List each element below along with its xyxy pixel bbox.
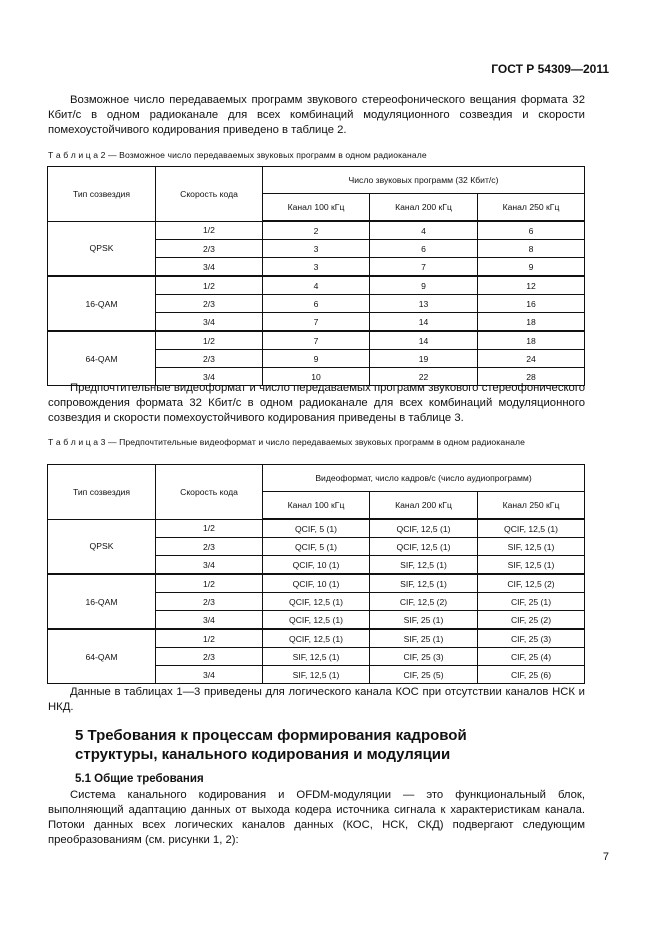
section-heading: 5 Требования к процессам формирования кадровой структуры, канального кодирования и модуляции (75, 727, 467, 763)
paragraph-text: Предпочтительные видеоформат и число передаваемых программ звукового стереофонического сопровождения формата 32 Кбит/с в одном радиоканале для всех комбинаций модуляционного созвездия и скорости помехоустойчивого кодирования приведены в таблице 3. (48, 382, 585, 424)
table-cell: 7 (370, 258, 478, 277)
table-cell: 6 (478, 221, 585, 240)
table-cell: SIF, 12,5 (1) (370, 556, 478, 575)
table-cell: 2/3 (156, 350, 263, 368)
header-group: Видеоформат, число кадров/с (число аудиопрограмм) (263, 465, 585, 492)
table-cell: 2/3 (156, 593, 263, 611)
table-cell: SIF, 12,5 (1) (370, 574, 478, 593)
table-cell: SIF, 25 (1) (370, 629, 478, 648)
table-cell: QCIF, 12,5 (1) (370, 519, 478, 538)
table-cell: QCIF, 12,5 (1) (263, 611, 370, 630)
header-channel: Канал 200 кГц (370, 492, 478, 520)
table-cell: CIF, 25 (6) (478, 666, 585, 684)
table-cell: 3/4 (156, 556, 263, 575)
constellation-type: QPSK (48, 221, 156, 276)
table-cell: 3 (263, 258, 370, 277)
table-cell: 18 (478, 313, 585, 332)
paragraph (48, 381, 585, 426)
header-channel: Канал 200 кГц (370, 194, 478, 222)
table-cell: SIF, 12,5 (1) (263, 666, 370, 684)
table-cell: CIF, 25 (1) (478, 593, 585, 611)
table-cell: CIF, 12,5 (2) (370, 593, 478, 611)
table-3 (47, 464, 585, 684)
table-cell: 14 (370, 313, 478, 332)
header-channel: Канал 250 кГц (478, 194, 585, 222)
table-cell: CIF, 25 (5) (370, 666, 478, 684)
table-row (48, 331, 585, 350)
paragraph (48, 788, 585, 848)
table-cell: 1/2 (156, 629, 263, 648)
table-cell: 4 (370, 221, 478, 240)
table-row (48, 276, 585, 295)
paragraph-text: Данные в таблицах 1—3 приведены для логического канала КОС при отсутствии каналов НСК и НКД. (48, 686, 585, 713)
constellation-type: QPSK (48, 519, 156, 574)
table-cell: CIF, 25 (4) (478, 648, 585, 666)
table-cell: 1/2 (156, 221, 263, 240)
table-cell: SIF, 25 (1) (370, 611, 478, 630)
table-cell: 8 (478, 240, 585, 258)
table-2-caption: Т а б л и ц а 2 — Возможное число передаваемых звуковых программ в одном радиоканале (48, 150, 427, 160)
table-row (48, 629, 585, 648)
header-channel: Канал 100 кГц (263, 194, 370, 222)
table-cell: 22 (370, 368, 478, 386)
table-2 (47, 166, 585, 386)
table-cell: SIF, 12,5 (1) (478, 538, 585, 556)
table-cell: 10 (263, 368, 370, 386)
table-cell: 3/4 (156, 313, 263, 332)
table-row (48, 574, 585, 593)
header-channel: Канал 100 кГц (263, 492, 370, 520)
table-cell: 9 (370, 276, 478, 295)
header-channel: Канал 250 кГц (478, 492, 585, 520)
header-rate: Скорость кода (156, 167, 263, 222)
table-row (48, 519, 585, 538)
table-cell: 6 (263, 295, 370, 313)
table-cell: QCIF, 12,5 (1) (370, 538, 478, 556)
table-cell: CIF, 25 (2) (478, 611, 585, 630)
table-cell: QCIF, 10 (1) (263, 556, 370, 575)
constellation-type: 64-QAM (48, 629, 156, 684)
header-group: Число звуковых программ (32 Кбит/с) (263, 167, 585, 194)
table-row (48, 221, 585, 240)
table-cell: CIF, 25 (3) (478, 629, 585, 648)
table-cell: 3/4 (156, 666, 263, 684)
table-cell: SIF, 12,5 (1) (478, 556, 585, 575)
table-cell: SIF, 12,5 (1) (263, 648, 370, 666)
constellation-type: 16-QAM (48, 276, 156, 331)
table-cell: 2/3 (156, 538, 263, 556)
table-cell: 18 (478, 331, 585, 350)
table-cell: QCIF, 10 (1) (263, 574, 370, 593)
table-cell: QCIF, 12,5 (1) (478, 519, 585, 538)
table-3-caption: Т а б л и ц а 3 — Предпочтительные видеоформат и число передаваемых звуковых программ в одном радиоканале (48, 437, 525, 447)
table-cell: 9 (263, 350, 370, 368)
table-cell: 28 (478, 368, 585, 386)
table-cell: QCIF, 12,5 (1) (263, 593, 370, 611)
table-cell: 2/3 (156, 648, 263, 666)
paragraph (48, 93, 585, 138)
table-cell: 1/2 (156, 331, 263, 350)
header-rate: Скорость кода (156, 465, 263, 520)
table-cell: 2 (263, 221, 370, 240)
table-cell: 7 (263, 331, 370, 350)
table-cell: 1/2 (156, 519, 263, 538)
table-cell: 19 (370, 350, 478, 368)
table-cell: CIF, 12,5 (2) (478, 574, 585, 593)
table-cell: 1/2 (156, 276, 263, 295)
page-number: 7 (602, 851, 609, 863)
table-cell: 3 (263, 240, 370, 258)
table-cell: 6 (370, 240, 478, 258)
standard-header: ГОСТ Р 54309—2011 (491, 62, 609, 76)
table-cell: 14 (370, 331, 478, 350)
table-cell: 3/4 (156, 611, 263, 630)
table-cell: 9 (478, 258, 585, 277)
paragraph (48, 685, 585, 715)
table-cell: QCIF, 5 (1) (263, 519, 370, 538)
table-cell: 13 (370, 295, 478, 313)
table-cell: 16 (478, 295, 585, 313)
table-cell: 12 (478, 276, 585, 295)
table-cell: 4 (263, 276, 370, 295)
table-cell: 1/2 (156, 574, 263, 593)
constellation-type: 16-QAM (48, 574, 156, 629)
paragraph-text: Возможное число передаваемых программ звукового стереофонического вещания формата 32 Кбит/с в одном радиоканале для всех комбинаций модуляционного созвездия и скорости помехоустойчивого кодирования приведено в таблице 2. (48, 94, 585, 136)
table-cell: 2/3 (156, 240, 263, 258)
table-cell: QCIF, 12,5 (1) (263, 629, 370, 648)
table-cell: 3/4 (156, 368, 263, 386)
paragraph-text: Система канального кодирования и OFDM-модуляции — это функциональный блок, выполняющий адаптацию данных от выхода кодера источника сигнала к характеристикам канала. Потоки данных всех логических каналов данных (КОС, НСК, СКД) подвергают следующим преобразованиям (см. рисунки 1, 2): (48, 789, 585, 846)
subsection-heading: 5.1 Общие требования (75, 773, 204, 785)
table-cell: 7 (263, 313, 370, 332)
table-cell: CIF, 25 (3) (370, 648, 478, 666)
constellation-type: 64-QAM (48, 331, 156, 386)
table-cell: 2/3 (156, 295, 263, 313)
table-cell: QCIF, 5 (1) (263, 538, 370, 556)
header-type: Тип созвездия (48, 167, 156, 222)
table-cell: 24 (478, 350, 585, 368)
header-type: Тип созвездия (48, 465, 156, 520)
table-cell: 3/4 (156, 258, 263, 277)
